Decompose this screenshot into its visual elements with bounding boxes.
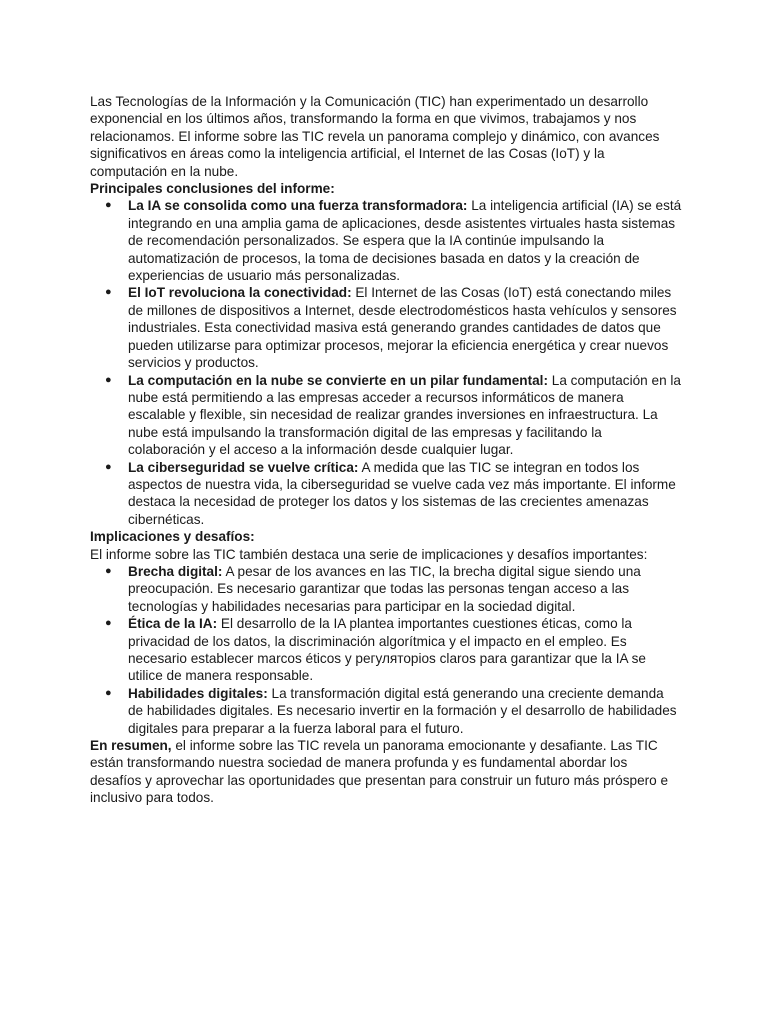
document-page	[90, 93, 682, 807]
list-item-title: La computación en la nube se convierte en un pilar fundamental:	[128, 372, 548, 388]
summary-text: el informe sobre las TIC revela un panorama emocionante y desafiante. Las TIC están transformando nuestra sociedad de manera profunda y es fundamental abordar los desafíos y aprovechar las oportunidades que presentan para construir un futuro más próspero e inclusivo para todos.	[90, 738, 669, 806]
list-item-text: El desarrollo de la IA plantea importantes cuestiones éticas, como la privacidad de los datos, la discriminación algorítmica y el impacto en el empleo. Es necesario establecer marcos éticos y регуляторios claros para garantizar que la IA se utilice de manera responsable.	[128, 616, 646, 684]
list-item	[90, 284, 682, 371]
bullet-icon: ●	[105, 373, 112, 386]
list-item	[90, 685, 682, 737]
bullet-icon: ●	[105, 617, 112, 630]
list-item-text: La transformación digital está generando una creciente demanda de habilidades digitales. Es necesario invertir en la formación y el desarrollo de habilidades digitales para preparar a la fuerza laboral para el futuro.	[128, 685, 677, 736]
implications-heading: Implicaciones y desafíos:	[90, 529, 255, 545]
summary-paragraph	[90, 737, 682, 807]
intro-paragraph: Las Tecnologías de la Información y la Comunicación (TIC) han experimentado un desarrollo exponencial en los últimos años, transformando la forma en que vivimos, trabajamos y nos relacionamos. El informe sobre las TIC revela un panorama complejo y dinámico, con avances significativos en áreas como la inteligencia artificial, el Internet de las Cosas (IoT) y la computación en la nube.	[90, 94, 660, 179]
bullet-icon: ●	[105, 686, 112, 699]
conclusions-heading: Principales conclusiones del informe:	[90, 181, 335, 197]
list-item-text: La computación en la nube está permitiendo a las empresas acceder a recursos informáticos de manera escalable y flexible, sin necesidad de realizar grandes inversiones en infraestructura. La nube está impulsando la transformación digital de las empresas y facilitando la colaboración y el acceso a la información desde cualquier lugar.	[128, 372, 681, 458]
list-item-text: A pesar de los avances en las TIC, la brecha digital sigue siendo una preocupación. Es necesario garantizar que todas las personas tengan acceso a las tecnologías y habilidades necesarias para participar en la sociedad digital.	[128, 563, 641, 614]
bullet-icon: ●	[105, 460, 112, 473]
summary-lead: En resumen,	[90, 738, 172, 754]
bullet-icon: ●	[105, 564, 112, 577]
list-item-title: Habilidades digitales:	[128, 685, 268, 701]
bullet-icon: ●	[105, 286, 112, 299]
list-item-text: La inteligencia artificial (IA) se está integrando en una amplia gama de aplicaciones, desde asistentes virtuales hasta sistemas de recomendación personalizados. Se espera que la IA continúe impulsando la automatización de procesos, la toma de decisiones basada en datos y la creación de experiencias de usuario más personalizadas.	[128, 198, 682, 284]
conclusions-list	[90, 197, 682, 528]
list-item-title: El IoT revoluciona la conectividad:	[128, 285, 352, 301]
list-item	[90, 615, 682, 685]
list-item-text: A medida que las TIC se integran en todos los aspectos de nuestra vida, la ciberseguridad se vuelve cada vez más importante. El informe destaca la necesidad de proteger los datos y los sistemas de las crecientes amenazas cibernéticas.	[128, 459, 676, 527]
list-item-text: El Internet de las Cosas (IoT) está conectando miles de millones de dispositivos a Internet, desde electrodomésticos hasta vehículos y sensores industriales. Esta conectividad masiva está generando grandes cantidades de datos que pueden utilizarse para optimizar procesos, mejorar la eficiencia energética y crear nuevos servicios y productos.	[128, 285, 677, 371]
implications-list	[90, 563, 682, 737]
list-item-title: Ética de la IA:	[128, 616, 218, 632]
list-item	[90, 372, 682, 459]
list-item-title: Brecha digital:	[128, 563, 223, 579]
implications-intro: El informe sobre las TIC también destaca una serie de implicaciones y desafíos importantes:	[90, 546, 648, 562]
list-item	[90, 563, 682, 615]
bullet-icon: ●	[105, 199, 112, 212]
list-item-title: La IA se consolida como una fuerza transformadora:	[128, 198, 468, 214]
list-item	[90, 459, 682, 529]
list-item-title: La ciberseguridad se vuelve crítica:	[128, 459, 359, 475]
list-item	[90, 197, 682, 284]
